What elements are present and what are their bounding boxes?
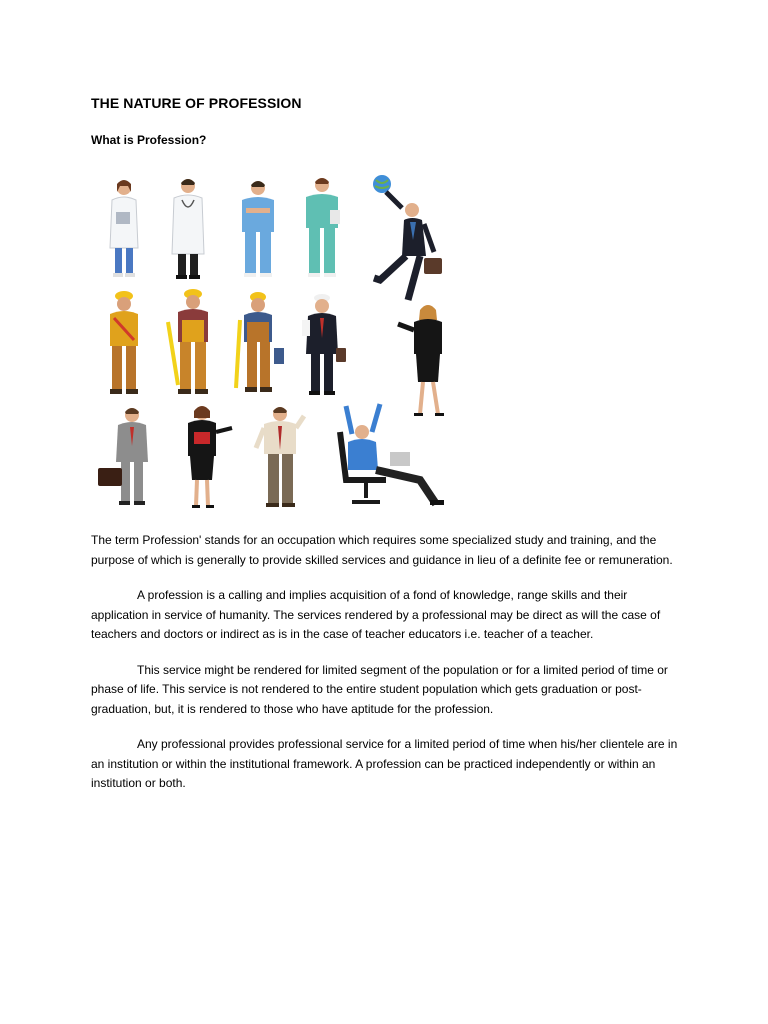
hair — [315, 178, 329, 184]
man-chair-figure — [340, 404, 444, 505]
hair — [125, 408, 139, 414]
chair-base — [352, 480, 380, 502]
heel-left — [414, 413, 423, 416]
shoe-right — [324, 273, 336, 277]
leg-right — [195, 342, 206, 390]
shoe-left — [119, 501, 130, 505]
head — [186, 295, 200, 309]
clipboard — [116, 212, 130, 224]
level-tool — [168, 322, 178, 385]
leg-left — [268, 454, 279, 504]
hair — [419, 305, 437, 320]
male-doctor-figure — [172, 179, 204, 279]
leg-right — [126, 346, 136, 390]
leg-right — [433, 382, 438, 414]
man-tie-figure — [256, 407, 304, 507]
scrubs-top — [242, 197, 274, 232]
paragraph-4: Any professional provides professional service for a limited period of time when his/her clientele are in an institution or within the institutional framework. A profession can be practiced independently or within an institution or both. — [91, 737, 678, 790]
shoe-right — [324, 391, 335, 395]
heel-right — [435, 413, 444, 416]
leg-right — [207, 480, 208, 506]
shoe-left — [308, 273, 320, 277]
engineer-suit-figure — [302, 294, 346, 395]
section-heading: What is Profession? — [91, 133, 207, 147]
head — [405, 203, 419, 217]
skirt — [190, 456, 214, 480]
hair — [251, 181, 265, 187]
construction-worker-3-figure — [236, 292, 284, 392]
crossed-arms — [246, 208, 270, 213]
laptop-icon — [390, 452, 410, 466]
stand-leg — [408, 256, 420, 300]
leg-right — [126, 248, 133, 274]
rolled-plans — [302, 320, 310, 336]
leg-right — [260, 230, 271, 274]
shirt — [348, 439, 378, 470]
shoe-right — [206, 505, 214, 508]
leg-left — [178, 254, 186, 276]
shoe-right — [189, 275, 200, 279]
document-body — [91, 531, 681, 810]
red-folder — [194, 432, 210, 444]
construction-worker-1-figure — [110, 291, 138, 394]
boot-left — [110, 389, 122, 394]
briefcase-icon — [424, 258, 442, 274]
outstretched-legs — [376, 470, 436, 504]
shoe-left — [176, 275, 187, 279]
paragraph-2: A profession is a calling and implies acquisition of a fond of knowledge, range skills and their application in service of humanity. The services rendered by a professional may be direct as will the case of teachers and doctors or indirect as is in the case of teacher educators i.e. teacher of a teacher. — [91, 588, 661, 641]
skirt — [416, 354, 440, 382]
leg-left — [121, 462, 130, 502]
arm-right — [296, 416, 304, 428]
arm-down — [424, 224, 434, 252]
hair — [194, 406, 210, 418]
leg-left — [196, 480, 197, 506]
hair — [181, 179, 195, 185]
female-doctor-figure — [110, 180, 138, 277]
shoe-right — [125, 273, 135, 277]
leg-right — [324, 226, 335, 274]
head — [251, 298, 265, 312]
leg-left — [420, 382, 423, 414]
head — [315, 299, 329, 313]
leg-right — [324, 354, 333, 392]
businesswoman-figure — [398, 305, 444, 416]
paint-bucket — [274, 348, 284, 364]
leg-right — [190, 254, 198, 276]
shoe-left — [266, 503, 279, 507]
overalls-bib — [247, 322, 269, 342]
shoe-left — [244, 273, 256, 277]
overalls-bib — [182, 320, 204, 342]
shoe-right — [260, 273, 272, 277]
head — [355, 425, 369, 439]
nurse-blue-figure — [242, 181, 274, 277]
leg-left — [247, 342, 257, 388]
briefcase-icon — [336, 348, 346, 362]
woman-folder-figure — [188, 406, 232, 508]
level-tool — [236, 320, 240, 388]
raised-arm-right — [372, 404, 380, 432]
raised-arm — [386, 192, 402, 208]
professions-illustration — [90, 170, 460, 520]
boot-right — [260, 387, 272, 392]
construction-worker-2-figure — [168, 289, 208, 394]
shoe-left — [309, 391, 320, 395]
leg-left — [309, 226, 320, 274]
leg-right — [282, 454, 293, 504]
arm-left — [256, 428, 264, 448]
briefcase-icon — [98, 468, 122, 486]
document-title: THE NATURE OF PROFESSION — [91, 95, 302, 111]
hair — [273, 407, 287, 413]
leg-left — [245, 230, 256, 274]
boot-right — [195, 389, 208, 394]
folder — [330, 210, 340, 224]
pointing-arm — [216, 428, 232, 432]
head — [117, 297, 131, 311]
blazer — [414, 319, 442, 354]
businessman-phone-figure — [98, 408, 148, 505]
boot-right — [126, 389, 138, 394]
boot-left — [245, 387, 257, 392]
paragraph-3: This service might be rendered for limited segment of the population or for a limited period of time or phase of life. This service is not rendered to the entire student population which gets graduation or post-graduation, but, it is rendered to those who have aptitude for the profession. — [91, 662, 668, 716]
leg-left — [180, 342, 191, 390]
raised-arm-left — [346, 406, 352, 434]
coat — [172, 195, 204, 254]
gesture-arm — [398, 324, 414, 330]
boot-left — [178, 389, 191, 394]
shoe-left — [192, 505, 200, 508]
shoe-left — [113, 273, 123, 277]
shoe — [430, 500, 444, 505]
leg-right — [134, 462, 143, 502]
shoe-right — [282, 503, 295, 507]
leg-left — [112, 346, 122, 390]
leg-left — [115, 248, 122, 274]
paragraph-1: The term Profession' stands for an occupation which requires some specialized study and training, and the purpose of which is generally to provide skilled services and guidance in lieu of a definite fee or remuneration. — [91, 533, 673, 567]
businessman-globe-figure — [373, 175, 442, 300]
shoe-right — [134, 501, 145, 505]
nurse-teal-figure — [306, 178, 340, 277]
leg-right — [260, 342, 270, 388]
leg-left — [311, 354, 320, 392]
kick-leg — [374, 256, 406, 280]
